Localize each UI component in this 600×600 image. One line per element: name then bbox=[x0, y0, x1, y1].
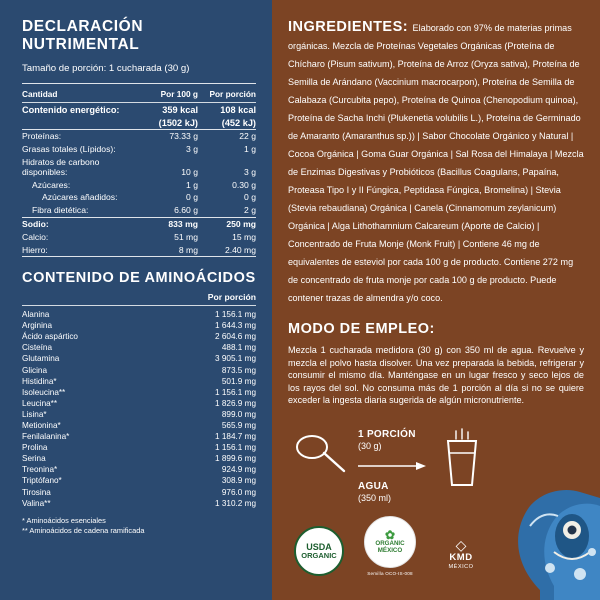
kmd-title: KMD bbox=[449, 552, 473, 564]
kmd-sub: MÉXICO bbox=[448, 563, 474, 570]
nutrient-per-100g: (1502 kJ) bbox=[140, 116, 198, 129]
nutrient-per-100g: 0 g bbox=[186, 192, 198, 203]
amino-title: CONTENIDO DE AMINOÁCIDOS bbox=[22, 269, 256, 286]
nutrition-row bbox=[22, 129, 256, 142]
nutrient-per-serving: (452 kJ) bbox=[198, 116, 256, 129]
amino-row bbox=[22, 420, 256, 431]
amino-value: 1 310.2 mg bbox=[215, 498, 256, 508]
glass-icon bbox=[438, 427, 486, 494]
nutrient-per-serving: 0.30 g bbox=[232, 179, 256, 190]
amino-table bbox=[22, 309, 256, 509]
amino-name: Arginina bbox=[22, 321, 53, 331]
amino-name: Tirosina bbox=[22, 487, 51, 497]
amino-row bbox=[22, 453, 256, 464]
leaf-icon: ✿ bbox=[384, 528, 396, 543]
usda-line-1: USDA bbox=[306, 541, 332, 552]
amino-value: 1 156.1 mg bbox=[215, 443, 256, 453]
amino-name: Treonina* bbox=[22, 465, 58, 475]
nutrient-per-100g: 833 mg bbox=[168, 219, 198, 230]
amino-row bbox=[22, 342, 256, 353]
nutrient-per-100g: 73.33 g bbox=[169, 131, 198, 142]
water-label: AGUA bbox=[358, 480, 389, 492]
diamond-icon: ◇ bbox=[455, 537, 467, 554]
nutrient-per-serving: 0 g bbox=[244, 192, 256, 203]
amino-row bbox=[22, 331, 256, 342]
nutrient-label: Proteínas: bbox=[22, 131, 62, 142]
amino-value: 2 604.6 mg bbox=[215, 332, 256, 342]
nutrition-row bbox=[22, 143, 256, 156]
nutrition-row bbox=[22, 243, 256, 256]
amino-value: 873.5 mg bbox=[221, 365, 256, 375]
seal-kmd bbox=[436, 532, 486, 576]
amino-value: 1 826.9 mg bbox=[215, 398, 256, 408]
nutrition-row bbox=[22, 103, 256, 116]
organic-line-1: ORGANIC bbox=[375, 540, 405, 548]
nutrient-per-serving: 22 g bbox=[239, 131, 256, 142]
amino-row bbox=[22, 409, 256, 420]
serving-size: Tamaño de porción: 1 cucharada (30 g) bbox=[22, 63, 190, 74]
nutrient-per-serving: 2 g bbox=[198, 204, 256, 217]
col-per-100g: Por 100 g bbox=[140, 88, 198, 103]
amino-name: Glicina bbox=[22, 365, 48, 375]
amino-name: Histidina* bbox=[22, 376, 57, 386]
amino-row bbox=[22, 498, 256, 509]
scoop-icon bbox=[294, 427, 348, 481]
usage-block bbox=[288, 320, 584, 407]
nutrient-per-serving: 15 mg bbox=[232, 231, 256, 242]
portion-label: 1 PORCIÓN bbox=[358, 428, 416, 440]
ingredients-block bbox=[288, 18, 584, 306]
amino-name: Fenilalanina* bbox=[22, 432, 70, 442]
amino-name: Valina** bbox=[22, 498, 51, 508]
decorative-bird-illustration bbox=[480, 440, 600, 600]
portion-amount: (30 g) bbox=[358, 440, 382, 451]
seal-usda-organic bbox=[294, 526, 344, 576]
ingredients-text: Elaborado con 97% de materias primas orgánicas. Mezcla de Proteínas Vegetales Orgánicas (Proteína de Chícharo (Pisum sativum), Proteína de Arroz (Oryza sativa), Proteína de Semilla de Arándano (Vaccinium macrocarpon), Proteína de Semilla de Calabaza (Curcubita pepo), Proteína de Quinoa (Chenopodium quinoa), Proteína de Sacha Inchi (Plukenetia volubilis L.), Proteína de Germinado de Amaranto (Amaranthus sp.)) | Sabor Chocolate Orgánico y Natural | Cocoa Orgánica | Goma Guar Orgánica | Sal Rosa del Himalaya | Mezcla de Enzimas Digestivas y Probióticos (Bacillus Coagulans, Papaína, Proteasa Tipo I y II Fúngica, Peptidasa Fúngica, Bromelina) | Stevia (Stevia rebaudiana) Orgánica | Canela (Cinnamomum zeylanicum) Orgánica | Alga Lithothamnium Calcareum (Aporte de Calcio) | Concentrado de Fruta Monje (Monk Fruit) | Contiene 46 mg de equivalentes de esteviol por cada 100 g de producto. Contiene 272 mg de concentrado de fruta monje por cada 100 g de producto. Puede contener trazas de almendra y/o coco. bbox=[288, 23, 584, 303]
nutrient-label: Contenido energético: bbox=[22, 104, 120, 115]
amino-name: Serina bbox=[22, 454, 46, 464]
amino-row bbox=[22, 353, 256, 364]
nutrition-panel bbox=[0, 0, 272, 600]
nutrient-label: Hierro: bbox=[22, 243, 140, 256]
nutrition-row bbox=[22, 178, 256, 191]
amino-value: 488.1 mg bbox=[221, 343, 256, 353]
usage-heading: MODO DE EMPLEO: bbox=[288, 321, 435, 337]
amino-value: 3 905.1 mg bbox=[215, 354, 256, 364]
amino-value: 1 156.1 mg bbox=[215, 387, 256, 397]
amino-value: 308.9 mg bbox=[221, 476, 256, 486]
table-header-row bbox=[22, 88, 256, 103]
nutrient-label: Azúcares añadidos: bbox=[42, 192, 118, 203]
amino-name: Glutamina bbox=[22, 354, 60, 364]
amino-name: Leucina** bbox=[22, 398, 58, 408]
amino-row bbox=[22, 398, 256, 409]
nutrient-per-100g: 3 g bbox=[186, 144, 198, 155]
amino-row bbox=[22, 309, 256, 320]
nutrition-row bbox=[22, 217, 256, 230]
amino-row bbox=[22, 376, 256, 387]
organic-line-2: MÉXICO bbox=[377, 547, 403, 554]
nutrient-label: Sodio: bbox=[22, 219, 49, 230]
col-amount: Cantidad bbox=[22, 88, 140, 103]
nutrient-label: Fibra dietética: bbox=[22, 204, 140, 217]
arrow-icon bbox=[358, 458, 428, 476]
amino-row bbox=[22, 364, 256, 375]
footnote-bcaa: ** Aminoácidos de cadena ramificada bbox=[22, 526, 145, 536]
nutrition-row bbox=[22, 191, 256, 204]
nutrition-row bbox=[22, 230, 256, 243]
amino-value: 976.0 mg bbox=[221, 487, 256, 497]
nutrient-per-serving: 1 g bbox=[244, 144, 256, 155]
nutrient-per-100g: 359 kcal bbox=[162, 104, 198, 115]
nutrient-per-100g: 10 g bbox=[181, 166, 198, 177]
nutrient-per-100g: 51 mg bbox=[174, 231, 198, 242]
nutrition-row bbox=[22, 204, 256, 217]
dosage-text bbox=[358, 423, 428, 503]
nutrient-per-serving: 108 kcal bbox=[220, 104, 256, 115]
nutrient-label: Hidratos de carbono disponibles: bbox=[22, 156, 100, 177]
amino-value: 1 899.6 mg bbox=[215, 454, 256, 464]
ingredients-heading: INGREDIENTES: bbox=[288, 19, 409, 35]
amino-row bbox=[22, 320, 256, 331]
amino-name: Cisteína bbox=[22, 343, 53, 353]
nutrition-row bbox=[22, 116, 256, 129]
ingredients-panel bbox=[272, 0, 600, 600]
nutrient-per-serving: 3 g bbox=[244, 166, 256, 177]
water-amount: (350 ml) bbox=[358, 492, 392, 503]
amino-value: 899.0 mg bbox=[221, 409, 256, 419]
amino-row bbox=[22, 387, 256, 398]
amino-value: 1 156.1 mg bbox=[215, 310, 256, 320]
nutrient-label: Calcio: bbox=[22, 231, 49, 242]
amino-name: Isoleucina** bbox=[22, 387, 66, 397]
amino-value: 565.9 mg bbox=[221, 420, 256, 430]
amino-name: Lisina* bbox=[22, 409, 47, 419]
amino-row bbox=[22, 475, 256, 486]
amino-value: 1 184.7 mg bbox=[215, 432, 256, 442]
amino-row bbox=[22, 464, 256, 475]
nutrient-label: Azúcares: bbox=[32, 179, 71, 190]
nutrition-row bbox=[22, 156, 256, 179]
nutrient-label: Grasas totales (Lípidos): bbox=[22, 144, 116, 155]
amino-name: Alanina bbox=[22, 310, 50, 320]
amino-rows bbox=[22, 309, 256, 509]
nutrient-per-100g: 6.60 g bbox=[140, 204, 198, 217]
amino-row bbox=[22, 486, 256, 497]
amino-name: Prolina bbox=[22, 443, 48, 453]
amino-value: 1 644.3 mg bbox=[215, 321, 256, 331]
amino-name: Metionina* bbox=[22, 420, 61, 430]
amino-column-header: Por porción bbox=[22, 292, 256, 306]
organic-caption: Semilla OCO-IS-008 bbox=[367, 571, 413, 576]
divider bbox=[22, 83, 256, 84]
nutrient-per-100g: 8 mg bbox=[140, 243, 198, 256]
certification-seals bbox=[294, 516, 486, 576]
nutrient-per-serving: 2.40 mg bbox=[198, 243, 256, 256]
amino-row bbox=[22, 431, 256, 442]
seal-organico-mexico bbox=[364, 516, 416, 576]
nutrition-table bbox=[22, 88, 256, 257]
amino-name: Triptófano* bbox=[22, 476, 62, 486]
usage-text: Mezcla 1 cucharada medidora (30 g) con 350 ml de agua. Revuelve y mezcla el polvo hasta disolver. Una vez preparada la bebida, refrigerar y consumir el mismo día. Manténgase en un lugar fresco y seco lejos de los rayos del sol. No consuma más de 1 porción al día si no se quiere exceder la ingesta diaria sugerida de algún micronutriente. bbox=[288, 345, 584, 406]
amino-value: 924.9 mg bbox=[221, 465, 256, 475]
col-per-serving: Por porción bbox=[198, 88, 256, 103]
nutrient-label bbox=[22, 116, 140, 129]
footnote-essential: * Aminoácidos esenciales bbox=[22, 515, 106, 525]
amino-value: 501.9 mg bbox=[221, 376, 256, 386]
nutrition-rows bbox=[22, 103, 256, 257]
nutrient-per-serving: 250 mg bbox=[226, 219, 256, 230]
amino-name: Ácido aspártico bbox=[22, 332, 78, 342]
footnotes bbox=[22, 516, 256, 537]
usda-line-2: ORGANIC bbox=[301, 550, 337, 560]
nutrition-title: DECLARACIÓN NUTRIMENTAL bbox=[22, 18, 144, 53]
nutrient-per-100g: 1 g bbox=[186, 179, 198, 190]
amino-row bbox=[22, 442, 256, 453]
